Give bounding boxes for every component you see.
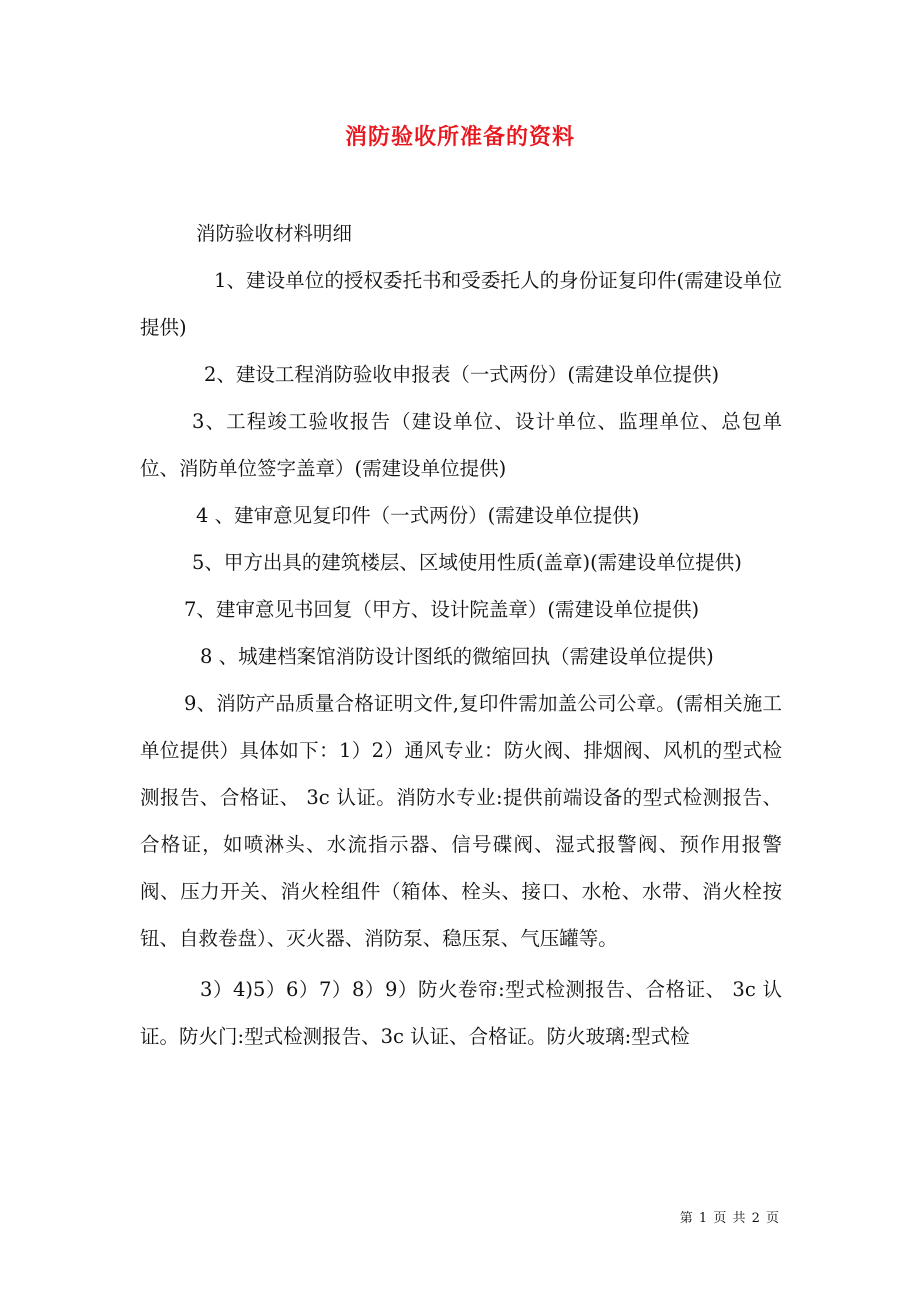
list-item: 7、建审意见书回复（甲方、设计院盖章）(需建设单位提供) (184, 598, 700, 621)
list-item: 3、工程竣工验收报告（建设单位、设计单位、监理单位、总包单位、消防单位签字盖章）(需建设单位提供) (140, 410, 782, 480)
page-number-label: 第 1 页 共 2 页 (679, 1211, 780, 1226)
list-item: 1、建设单位的授权委托书和受委托人的身份证复印件(需建设单位提供) (140, 269, 782, 339)
list-item: 9、消防产品质量合格证明文件,复印件需加盖公司公章。(需相关施工单位提供）具体如下：1）2）通风专业：防火阀、排烟阀、风机的型式检测报告、合格证、 3c 认证。消防水专业:提供前端设备的型式检测报告、合格证，如喷淋头、水流指示器、信号碟阀、湿式报警阀、预作用报警阀、压力开关、消火栓组件（箱体、栓头、接口、水枪、水带、消火栓按钮、自救卷盘）、灭火器、消防泵、稳压泵、气压罐等。 (140, 692, 782, 950)
list-item: 8 、城建档案馆消防设计图纸的微缩回执（需建设单位提供) (200, 645, 714, 668)
document-title: 消防验收所准备的资料 (344, 124, 575, 150)
list-item: 3）4)5）6）7）8）9）防火卷帘:型式检测报告、合格证、 3c 认证。防火门:型式检测报告、3c 认证、合格证。防火玻璃:型式检 (140, 978, 782, 1048)
document-body (140, 210, 782, 1060)
section-heading: 消防验收材料明细 (196, 222, 353, 245)
list-item: 2、建设工程消防验收申报表（一式两份）(需建设单位提供) (204, 363, 720, 386)
list-item: 5、甲方出具的建筑楼层、区域使用性质(盖章)(需建设单位提供) (192, 551, 742, 574)
list-item: 4 、建审意见复印件（一式两份）(需建设单位提供) (196, 504, 640, 527)
page-number (680, 1207, 780, 1226)
